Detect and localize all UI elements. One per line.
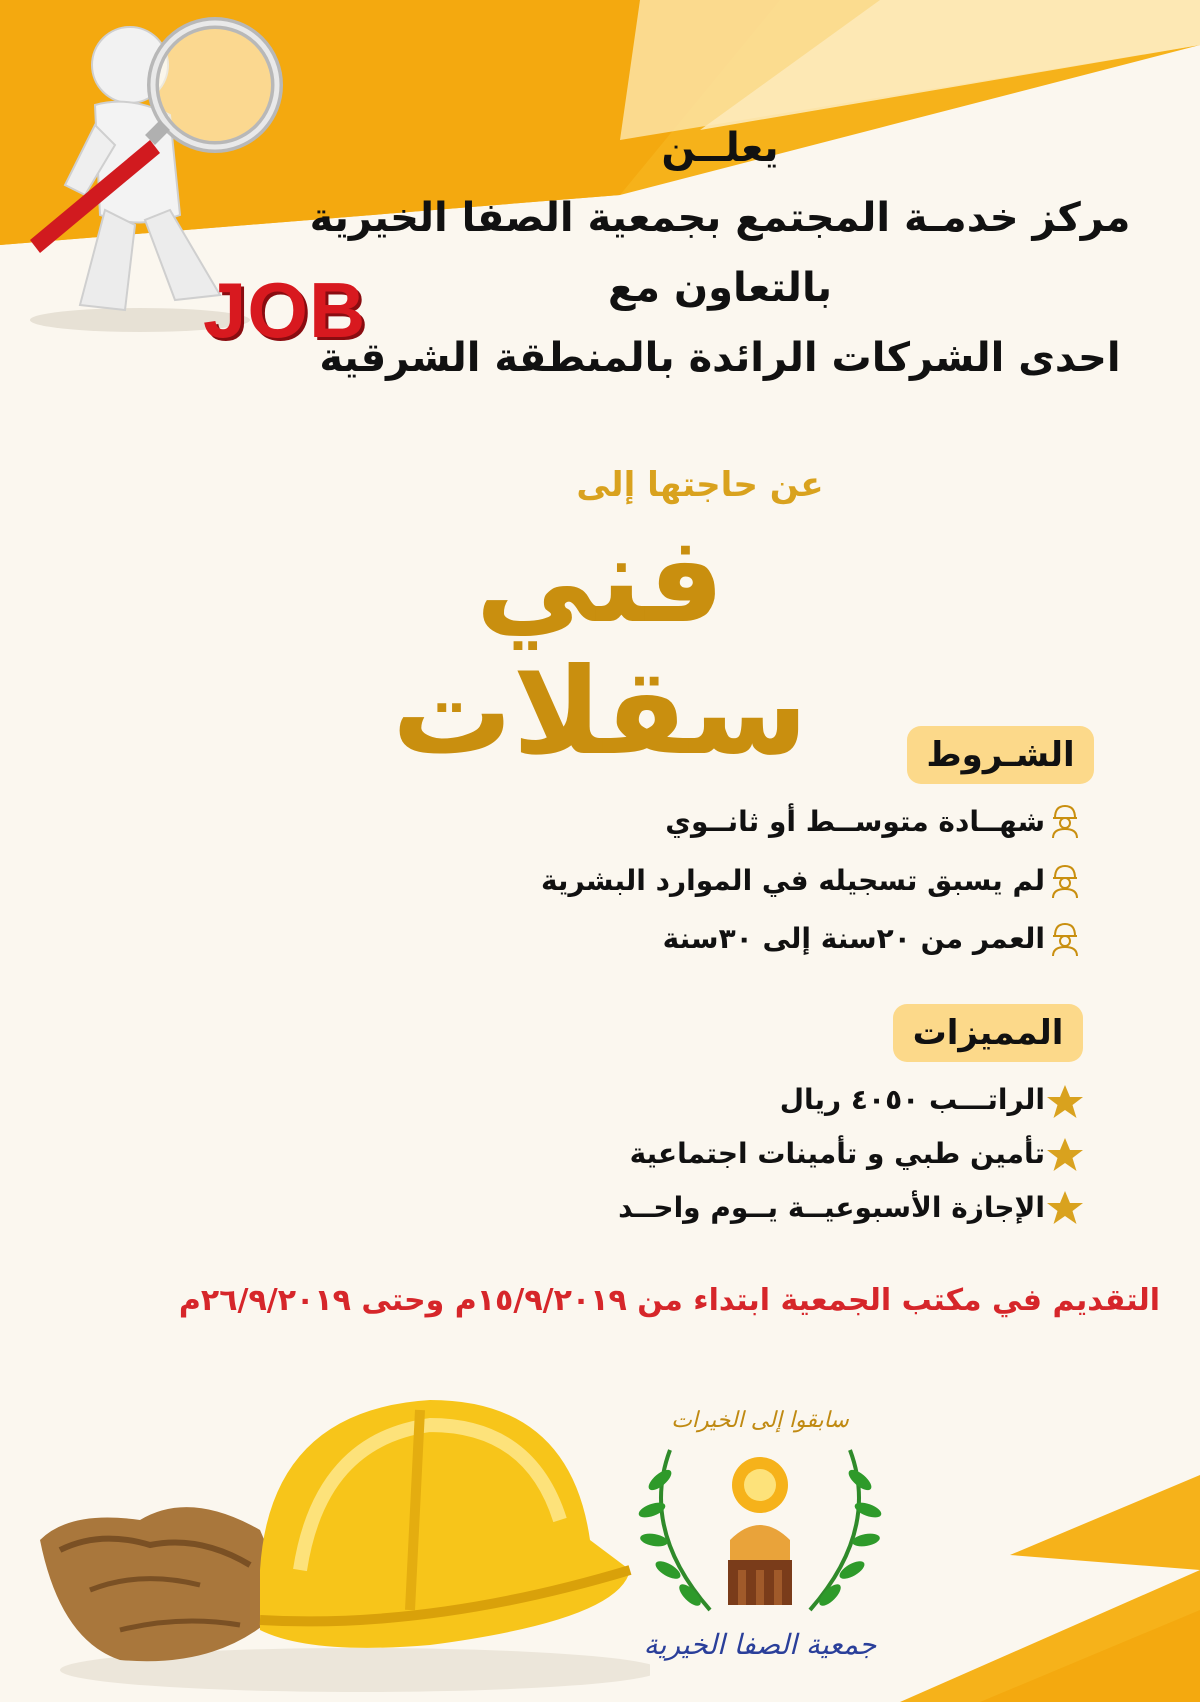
coop-heading: بالتعاون مع	[607, 265, 832, 311]
condition-item: شهــادة متوســط أو ثانــوي	[665, 805, 1045, 838]
hard-hat-gloves-icon	[30, 1370, 650, 1700]
worker-icon	[1045, 860, 1085, 900]
condition-item: لم يسبق تسجيله في الموارد البشرية	[540, 864, 1045, 897]
benefit-item: الإجازة الأسبوعيــة يــوم واحــد	[618, 1191, 1045, 1224]
job-title: فني سقلات	[391, 511, 809, 782]
star-icon	[1045, 1082, 1085, 1122]
conditions-title: الشـروط	[907, 726, 1094, 784]
org-heading: مركز خدمـة المجتمع بجمعية الصفا الخيرية	[309, 195, 1131, 241]
condition-item: العمر من ٢٠سنة إلى ٣٠سنة	[662, 922, 1045, 955]
logo-motto: سابقوا إلى الخيرات	[671, 1408, 849, 1433]
star-icon	[1045, 1188, 1085, 1228]
job-badge: JOB	[203, 266, 367, 354]
benefit-item: الراتـــب ٤٠٥٠ ريال	[779, 1083, 1045, 1116]
company-heading: احدى الشركات الرائدة بالمنطقة الشرقية	[319, 335, 1121, 381]
apply-line: التقديم في مكتب الجمعية ابتداء من ١٥/٩/٢٠١٩م وحتى ٢٦/٩/٢٠١٩م	[178, 1283, 1160, 1318]
logo-name: جمعية الصفا الخيرية	[643, 1628, 877, 1661]
benefits-title: المميزات	[893, 1004, 1083, 1062]
announce-heading: يعلــن	[661, 125, 779, 171]
laurel-wreath-icon	[630, 1430, 890, 1630]
need-line: عن حاجتها إلى	[576, 465, 824, 505]
star-icon	[1045, 1135, 1085, 1175]
benefit-item: تأمين طبي و تأمينات اجتماعية	[629, 1137, 1045, 1170]
worker-icon	[1045, 918, 1085, 958]
worker-icon	[1045, 800, 1085, 840]
